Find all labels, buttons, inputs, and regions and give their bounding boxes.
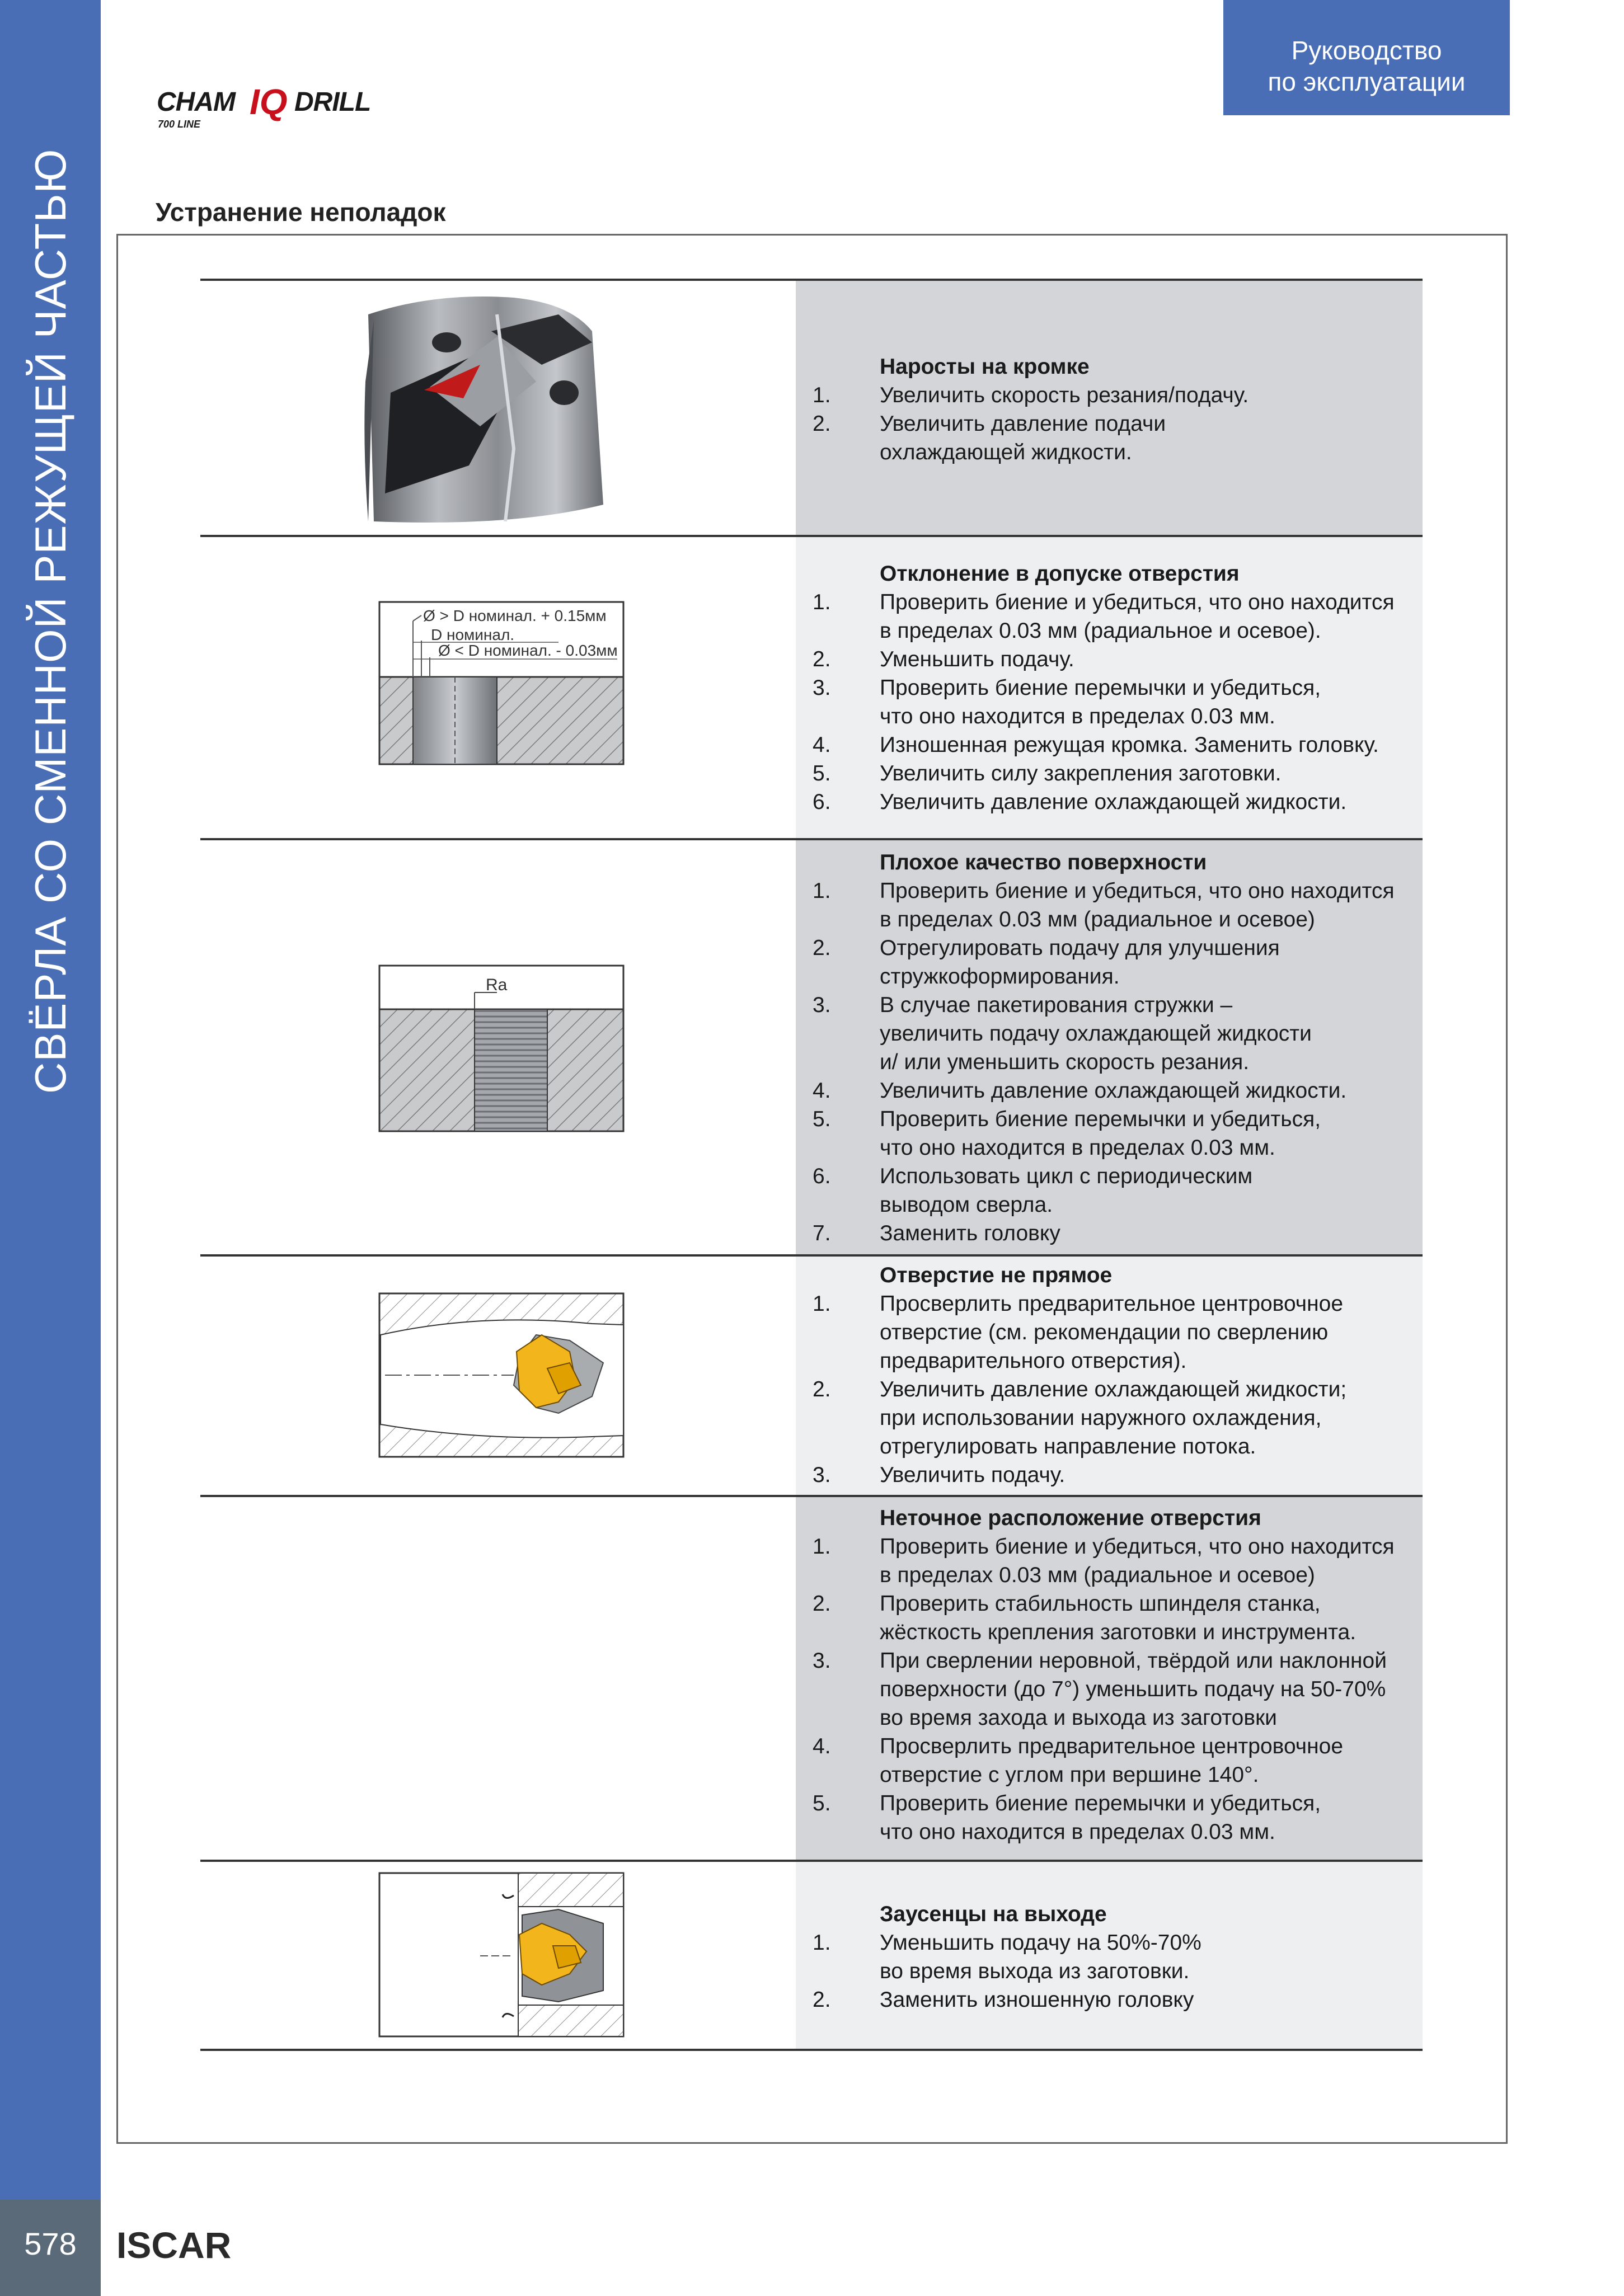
item-number: 6. [813,1164,831,1188]
list-item [813,1646,1417,1732]
item-number: 2. [813,936,831,960]
list-item [813,991,1417,1076]
row-hole-tolerance [200,535,1423,838]
issue-block [813,848,1417,1248]
list-item [813,1789,1417,1846]
item-number: 3. [813,1463,831,1487]
row-surface-quality [200,838,1423,1254]
item-text: Заменить головку [880,1221,1060,1245]
item-text: Уменьшить подачу. [880,647,1074,671]
item-number: 3. [813,676,831,700]
issue-heading: Наросты на кромке [880,355,1090,379]
list-item [813,1375,1417,1461]
item-text: В случае пакетирования стружки – [880,993,1233,1017]
roughness-label: Ra [486,976,508,994]
item-text: Увеличить давление охлаждающей жидкости. [880,790,1347,814]
item-text: во время захода и выхода из заготовки [880,1706,1277,1730]
row-image [200,1257,796,1495]
issue-heading: Отклонение в допуске отверстия [880,562,1240,586]
list-item [813,1162,1417,1219]
issue-block [813,1900,1417,2014]
surface-quality-diagram [200,840,796,1254]
row-image [200,840,796,1254]
list-item [813,1986,1417,2014]
item-number: 1. [813,879,831,903]
item-text: Проверить биение и убедиться, что оно находится [880,879,1395,903]
item-text: охлаждающей жидкости. [880,440,1132,464]
tolerance-label-nominal: D номинал. [431,626,515,643]
manual-label-line2: по эксплуатации [1268,67,1466,96]
item-number: 2. [813,1988,831,2012]
svg-text:700 LINE: 700 LINE [158,119,201,130]
issue-heading: Плохое качество поверхности [880,850,1207,874]
row-built-up-edge [200,279,1423,535]
list-item [813,1928,1417,1986]
list-item [813,788,1417,816]
item-text: в пределах 0.03 мм (радиальное и осевое) [880,1563,1315,1587]
list-item [813,381,1417,410]
list-item [813,759,1417,788]
manual-label [1223,0,1510,115]
item-number: 3. [813,993,831,1017]
item-text: Изношенная режущая кромка. Заменить головку. [880,733,1379,757]
row-hole-position [200,1495,1423,1860]
section-title: Устранение неполадок [156,197,446,227]
table-bottom-rule [200,2049,1423,2051]
item-text: увеличить подачу охлаждающей жидкости [880,1022,1312,1046]
list-item [813,1461,1417,1489]
item-text: в пределах 0.03 мм (радиальное и осевое). [880,619,1321,643]
item-text: Просверлить предварительное центровочное [880,1734,1344,1758]
item-text: Увеличить давление охлаждающей жидкости. [880,1079,1347,1103]
item-text: Увеличить подачу. [880,1463,1066,1487]
row-image [200,1862,796,2049]
item-text: Проверить биение перемычки и убедиться, [880,1791,1321,1815]
drill-head-illustration [200,281,796,535]
issue-block [813,352,1417,467]
item-text: Просверлить предварительное центровочное [880,1292,1344,1316]
item-text: отрегулировать направление потока. [880,1434,1256,1458]
issue-heading: Неточное расположение отверстия [880,1506,1261,1530]
item-text: выводом сверла. [880,1193,1053,1217]
hole-tolerance-diagram [200,537,796,838]
item-text: во время выхода из заготовки. [880,1959,1190,1983]
item-text: Проверить биение и убедиться, что оно находится [880,590,1395,614]
item-number: 5. [813,1791,831,1815]
item-number: 2. [813,1592,831,1616]
item-number: 4. [813,1079,831,1103]
list-item [813,731,1417,759]
list-item [813,645,1417,674]
item-number: 5. [813,761,831,785]
row-text [796,1257,1423,1495]
list-item [813,877,1417,934]
issue-heading: Отверстие не прямое [880,1263,1113,1287]
svg-text:IQ: IQ [250,82,288,122]
item-number: 4. [813,733,831,757]
list-item [813,588,1417,645]
item-text: что оно находится в пределах 0.03 мм. [880,704,1275,728]
item-text: в пределах 0.03 мм (радиальное и осевое) [880,907,1315,931]
item-number: 1. [813,590,831,614]
chamiqdrill-logo [156,76,391,132]
item-number: 2. [813,1377,831,1401]
item-text: что оно находится в пределах 0.03 мм. [880,1136,1275,1160]
hole-not-straight-diagram [200,1257,796,1495]
item-text: Проверить биение перемычки и убедиться, [880,676,1321,700]
list-item [813,1589,1417,1646]
item-text: При сверлении неровной, твёрдой или наклонной [880,1649,1387,1673]
item-text: жёсткость крепления заготовки и инструмента. [880,1620,1357,1644]
item-text: предварительного отверстия). [880,1349,1187,1373]
row-text [796,1862,1423,2049]
tolerance-label-max: Ø > D номинал. + 0.15мм [423,607,607,624]
item-number: 1. [813,1292,831,1316]
exit-burr-diagram [200,1862,796,2049]
tolerance-label-min: Ø < D номинал. - 0.03мм [438,642,618,659]
list-item [813,1076,1417,1105]
item-text: и/ или уменьшить скорость резания. [880,1050,1250,1074]
svg-text:DRILL: DRILL [294,87,371,117]
list-item [813,1290,1417,1375]
item-text: что оно находится в пределах 0.03 мм. [880,1820,1275,1844]
row-image [200,1497,796,1860]
issue-block [813,1261,1417,1489]
list-item [813,410,1417,467]
item-number: 7. [813,1221,831,1245]
item-text: Увеличить силу закрепления заготовки. [880,761,1282,785]
item-number: 2. [813,647,831,671]
brand-footer: ISCAR [116,2224,232,2266]
row-exit-burrs [200,1860,1423,2049]
row-text [796,537,1423,838]
issue-block [813,1504,1417,1846]
item-text: отверстие (см. рекомендации по сверлению [880,1320,1329,1344]
list-item [813,674,1417,731]
item-number: 6. [813,790,831,814]
row-image [200,537,796,838]
row-text [796,281,1423,535]
row-hole-not-straight [200,1254,1423,1495]
row-text [796,840,1423,1254]
issue-heading: Заусенцы на выходе [880,1902,1107,1926]
item-text: Проверить стабильность шпинделя станка, [880,1592,1321,1616]
list-item [813,934,1417,991]
item-text: Увеличить скорость резания/подачу. [880,383,1249,407]
page-number: 578 [24,2226,77,2261]
item-number: 1. [813,383,831,407]
item-number: 4. [813,1734,831,1758]
item-text: Отрегулировать подачу для улучшения [880,936,1280,960]
list-item [813,1532,1417,1589]
list-item [813,1219,1417,1248]
list-item [813,1732,1417,1789]
item-text: отверстие с углом при вершине 140°. [880,1763,1259,1787]
item-number: 1. [813,1931,831,1955]
item-text: Проверить биение и убедиться, что оно находится [880,1535,1395,1559]
item-text: при использовании наружного охлаждения, [880,1406,1322,1430]
item-text: Проверить биение перемычки и убедиться, [880,1107,1321,1131]
list-item [813,1105,1417,1162]
item-text: стружкоформирования. [880,964,1120,989]
item-number: 1. [813,1535,831,1559]
item-text: Заменить изношенную головку [880,1988,1194,2012]
item-text: Увеличить давление подачи [880,412,1166,436]
row-text [796,1497,1423,1860]
item-text: поверхности (до 7°) уменьшить подачу на 50-70% [880,1677,1386,1701]
item-text: Уменьшить подачу на 50%-70% [880,1931,1201,1955]
svg-text:CHAM: CHAM [157,87,235,117]
issue-block [813,559,1417,816]
item-number: 3. [813,1649,831,1673]
row-image [200,281,796,535]
item-text: Использовать цикл с периодическим [880,1164,1253,1188]
side-title: СВЁРЛА СО СМЕННОЙ РЕЖУЩЕЙ ЧАСТЬЮ [26,148,75,1094]
item-number: 2. [813,412,831,436]
item-text: Увеличить давление охлаждающей жидкости; [880,1377,1347,1401]
item-number: 5. [813,1107,831,1131]
manual-label-line1: Руководство [1291,36,1442,65]
